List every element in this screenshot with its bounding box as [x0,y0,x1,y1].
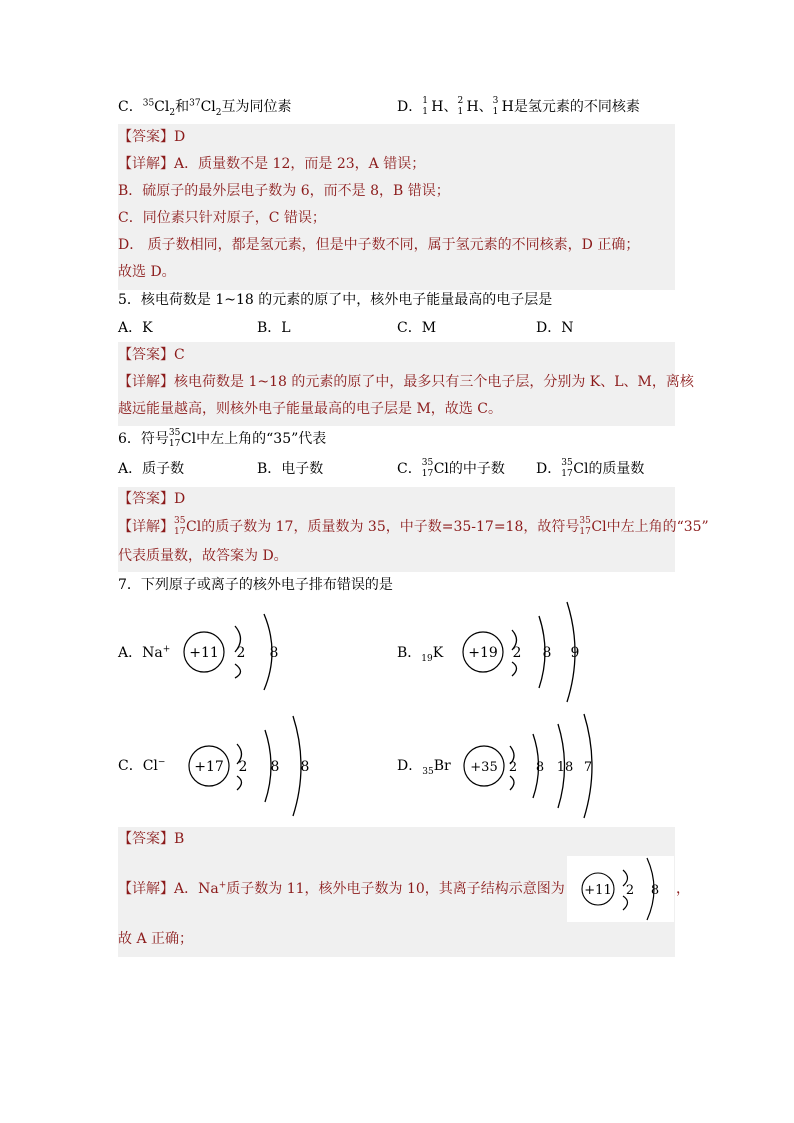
detail-q7-comma: ， [676,881,690,897]
q7-stem: 7．下列原子或离子的核外电子排布错误的是 [118,577,393,593]
q5-option-a: A．K [118,320,153,336]
answer-q7: 【答案】B [118,831,185,847]
shell-1-count: 2 [508,760,518,775]
shell-1-count: 2 [238,759,248,775]
shell-3-count: 8 [300,759,310,775]
detail-q7-line-2: 故 A 正确； [118,931,194,947]
detail-q6-line-1: 【详解】 35 17 Cl的质子数为 17，质量数为 35，中子数=35-17=18，故符号 35 17 Cl中左上角的“35” [118,516,709,537]
detail-q7-line-1: 【详解】A．Na+质子数为 11，核外电子数为 10，其离子结构示意图为 [118,880,565,897]
q7-option-a-label: A．Na+ [118,644,171,661]
detail-q4-line-1: 【详解】A．质量数不是 12，而是 23，A 错误； [118,156,426,172]
q6-stem: 6．符号 35 17 Cl中左上角的“35”代表 [118,428,327,449]
answer-q7-diagram-frame [567,856,674,922]
q7-option-b-label: B．$_{19}$K [397,645,444,664]
q6-option-a: A．质子数 [118,461,185,477]
answer-box-q4 [118,124,675,290]
q5-option-b: B．L [257,320,291,336]
atom-diagram-answer [567,856,674,922]
atom-diagram-b [459,600,589,704]
q6-option-d: D． 35 17 Cl的质量数 [536,458,645,479]
shell-1-count: 2 [512,645,522,661]
detail-q4-line-3: C．同位素只针对原子，C 错误； [118,210,326,226]
q5-option-d: D．N [536,320,574,336]
shell-2-count: 8 [542,645,552,661]
shell-1-count: 2 [236,645,246,661]
q5-option-c: C．M [397,320,437,336]
nucleus-label: +19 [468,645,498,661]
atom-diagram-a [180,610,290,694]
answer-q6: 【答案】D [118,491,186,507]
q4-option-d: D． 1 1 H、 2 1 H、 3 1 H是氢元素的不同核素 [397,96,640,117]
detail-q5-line-2: 越远能量越高，则核外电子能量最高的电子层是 M，故选 C。 [118,401,502,417]
shell-3-count: 9 [570,645,580,661]
detail-q4-line-2: B．硫原子的最外层电子数为 6，而不是 8，B 错误； [118,183,450,199]
q5-stem: 5．核电荷数是 1~18 的元素的原了中，核外电子能量最高的电子层是 [118,292,553,308]
q7-option-c-label: C．Cl− [118,757,166,774]
atom-diagram-c [185,714,315,818]
detail-q5-line-1: 【详解】核电荷数是 1~18 的元素的原了中，最多只有三个电子层，分别为 K、L、M，离核 [118,374,694,390]
detail-q4-line-5: 故选 D。 [118,264,176,280]
nucleus-label: +35 [470,760,498,775]
shell-2-count: 8 [650,883,660,898]
detail-q6-line-2: 代表质量数，故答案为 D。 [118,548,288,564]
nucleus-label: +11 [189,645,219,661]
answer-q5: 【答案】C [118,347,185,363]
shell-4-count: 7 [583,760,593,775]
q6-option-b: B．电子数 [257,461,324,477]
shell-2-count: 8 [270,759,280,775]
q7-option-d-label: D．$_{35}$Br [397,758,451,777]
answer-q4: 【答案】D [118,129,186,145]
q6-option-c: C． 35 17 Cl的中子数 [397,458,505,479]
atom-diagram-d [462,712,602,820]
detail-q4-line-4: D． 质子数相同，都是氢元素，但是中子数不同，属于氢元素的不同核素，D 正确； [118,237,640,253]
shell-3-count: 18 [556,760,574,775]
shell-2-count: 8 [269,645,279,661]
shell-2-count: 8 [535,760,545,775]
nucleus-label: +17 [194,759,224,775]
nucleus-label: +11 [584,883,612,898]
shell-1-count: 2 [625,883,635,898]
q4-option-c: C．$^{35}Cl_2$和$^{37}Cl_2$互为同位素 [118,98,292,118]
